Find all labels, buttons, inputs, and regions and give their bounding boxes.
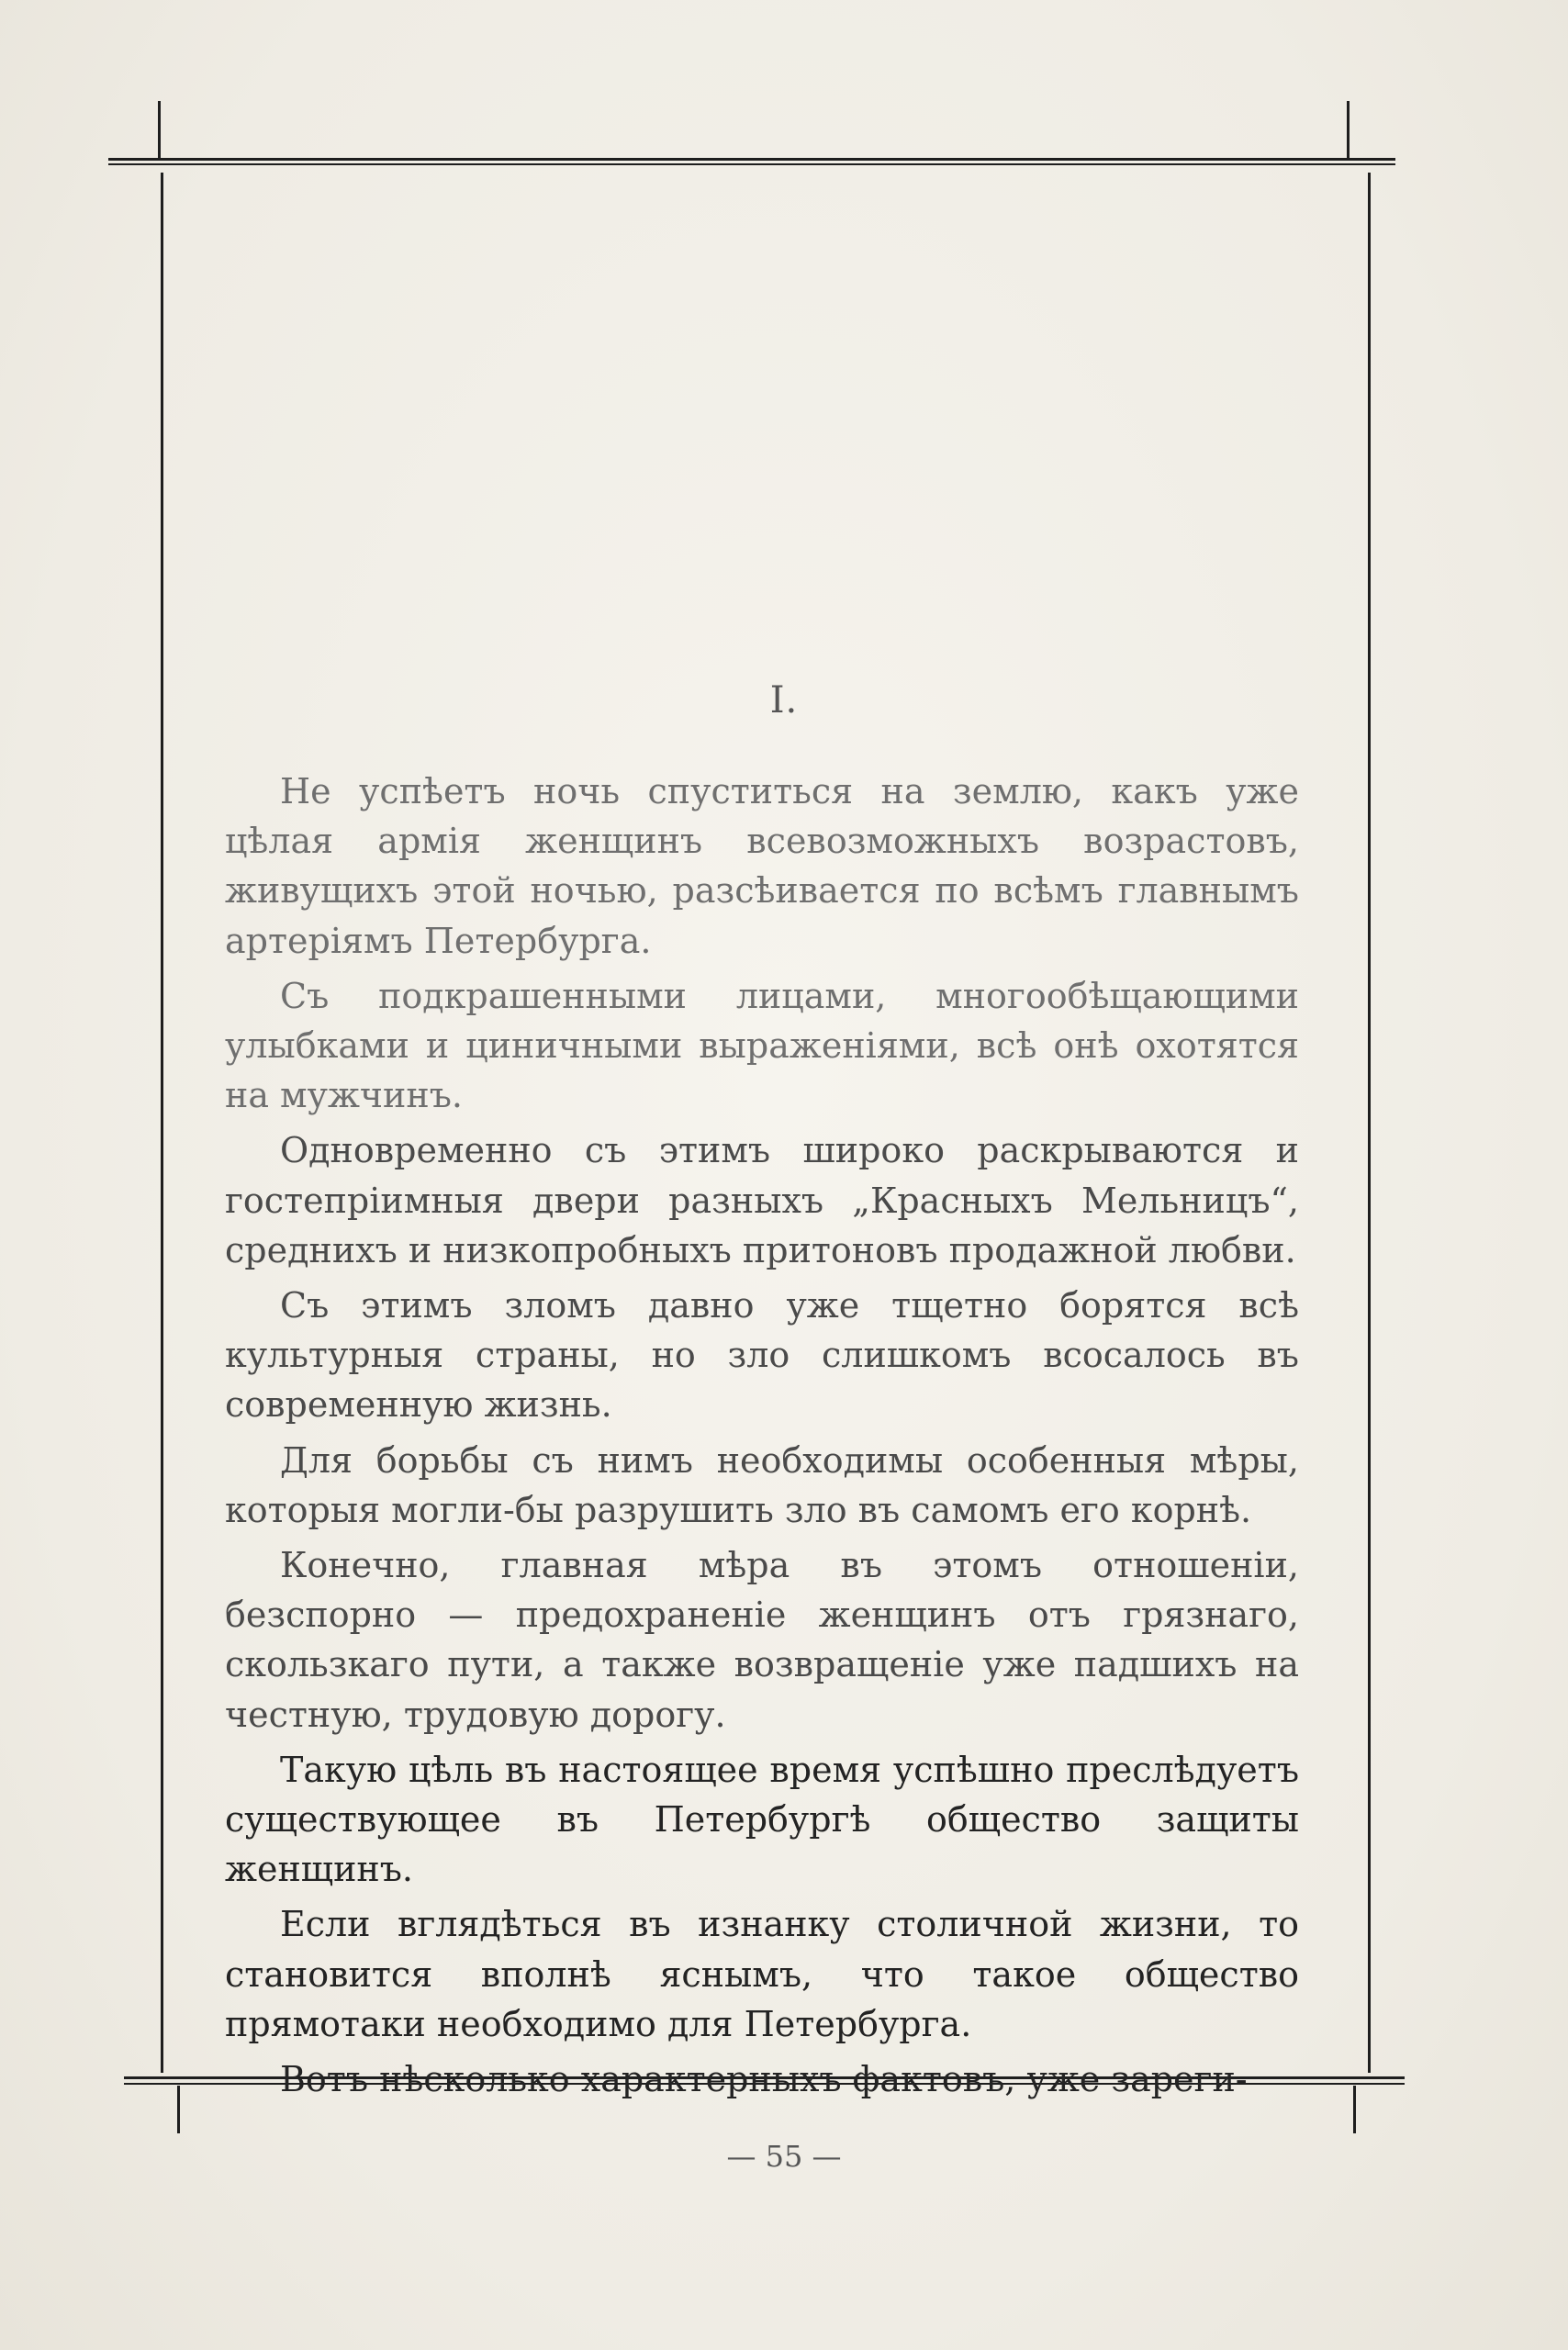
top-border-rule-inner [108, 163, 1395, 165]
top-border-rule [108, 158, 1395, 161]
body-text [225, 767, 1299, 2109]
corner-tick-bottom-left [177, 2086, 180, 2133]
paragraph: Если вглядѣться въ изнанку столичной жизни, то становится вполнѣ яснымъ, что такое общество прямотаки необходимо для Петербурга. [225, 1904, 1299, 2044]
corner-tick-top-right [1347, 101, 1350, 158]
paragraph: Не успѣетъ ночь спуститься на землю, какъ уже цѣлая армія женщинъ всевозможныхъ возрастовъ, живущихъ этой ночью, разсѣивается по всѣмъ главнымъ артеріямъ Петербурга. [225, 771, 1299, 961]
paragraph: Такую цѣль въ настоящее время успѣшно преслѣдуетъ существующее въ Петербургѣ общество защиты женщинъ. [225, 1749, 1299, 1890]
paragraph: Съ этимъ зломъ давно уже тщетно борятся всѣ культурныя страны, но зло слишкомъ всосалось въ современную жизнь. [225, 1285, 1299, 1426]
paragraph: Съ подкрашенными лицами, многообѣщающими улыбками и циничными выраженіями, всѣ онѣ охотятся на мужчинъ. [225, 975, 1299, 1116]
right-border-rule [1368, 173, 1371, 2073]
corner-tick-top-left [158, 101, 161, 158]
left-border-rule [161, 173, 163, 2073]
paragraph: Одновременно съ этимъ широко раскрываются и гостепріимныя двери разныхъ „Красныхъ Мельницъ“, среднихъ и низкопробныхъ притоновъ продажной любви. [225, 1130, 1299, 1270]
paragraph: Для борьбы съ нимъ необходимы особенныя мѣры, которыя могли-бы разрушить зло въ самомъ его корнѣ. [225, 1439, 1299, 1530]
page-number: — 55 — [726, 2139, 842, 2174]
paragraph: Конечно, главная мѣра въ этомъ отношеніи, безспорно — предохраненіе женщинъ отъ грязнаго, скользкаго пути, а также возвращеніе уже падшихъ на честную, трудовую дорогу. [225, 1545, 1299, 1735]
chapter-numeral: I. [769, 679, 799, 722]
corner-tick-bottom-right [1353, 2086, 1356, 2133]
paragraph: Вотъ нѣсколько характерныхъ фактовъ, уже зареги- [280, 2059, 1248, 2100]
